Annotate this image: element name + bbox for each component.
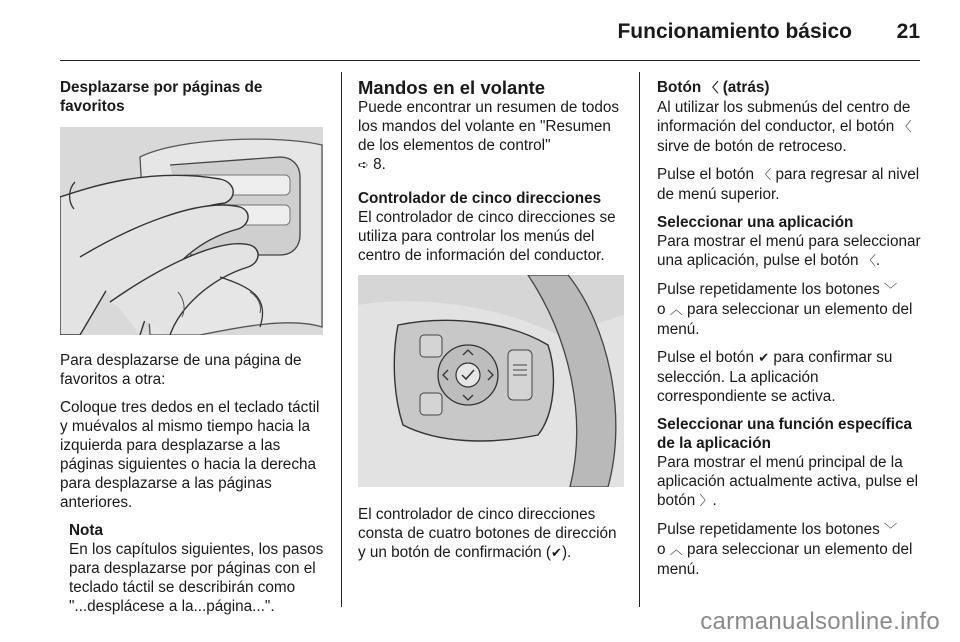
steering-controls-heading: Mandos en el volante (358, 77, 546, 98)
left-column (60, 74, 326, 616)
steering-wheel-controls-image (358, 275, 624, 487)
right-arrow-icon: 〉 (699, 494, 713, 509)
down-arrow-icon: ﹀ (884, 283, 898, 298)
back-para-1: Al utilizar los submenús del centro de información del conductor, el botón 〈 sirve de botón de retroceso. (657, 99, 912, 155)
favorites-heading: Desplazarse por páginas de favoritos (60, 79, 263, 115)
page-number: 21 (896, 20, 920, 43)
five-way-para-1: El controlador de cinco direcciones se utiliza para controlar los menús del centro de información del conductor. (358, 209, 616, 264)
page-ref-icon: ➪ (358, 158, 369, 173)
back-para-2: Pulse el botón 〈 para regresar al nivel de menú superior. (657, 166, 920, 203)
five-way-para-2: El controlador de cinco direcciones consta de cuatro botones de dirección y un botón de confirmación (✔). (358, 506, 617, 561)
note-text: En los capítulos siguientes, los pasos para desplazarse por páginas con el teclado táctil se describirán como "...desplácese a la...página...". (69, 541, 324, 615)
up-arrow-icon: ︿ (669, 543, 683, 558)
select-function-heading: Seleccionar una función específica de la aplicación (657, 416, 913, 452)
app-para-2: Pulse repetidamente los botones ﹀ o ︿ para seleccionar un elemento del menú. (657, 281, 913, 338)
left-arrow-icon: 〈 (898, 120, 912, 135)
hand-on-touchpad-image (60, 127, 323, 335)
touchpad-illustration (60, 127, 323, 335)
middle-column (358, 78, 624, 572)
right-column (657, 78, 922, 588)
select-app-heading: Seleccionar una aplicación (657, 214, 854, 231)
app-para-3: Pulse el botón ✔ para confirmar su selección. La aplicación correspondiente se activa. (657, 349, 893, 405)
favorites-para-2: Coloque tres dedos en el teclado táctil y muévalos al mismo tiempo hacia la izquierda para desplazarse a las páginas siguientes o hacia la derecha para desplazarse a las páginas anteriores. (60, 399, 320, 511)
left-arrow-icon: 〈 (862, 254, 876, 269)
page-title: Funcionamiento básico (617, 20, 852, 43)
back-button-heading: Botón 〈 (atrás) (657, 79, 770, 96)
func-para-2: Pulse repetidamente los botones ﹀ o ︿ para seleccionar un elemento del menú. (657, 521, 913, 578)
func-para-1: Para mostrar el menú principal de la aplicación actualmente activa, pulse el botón 〉. (657, 454, 919, 509)
check-icon: ✔ (758, 351, 770, 366)
left-arrow-icon: 〈 (705, 81, 719, 96)
down-arrow-icon: ﹀ (884, 523, 898, 538)
steering-wheel-illustration (358, 275, 624, 487)
app-para-1: Para mostrar el menú para seleccionar una aplicación, pulse el botón 〈. (657, 233, 921, 269)
steering-intro: Puede encontrar un resumen de todos los mandos del volante en "Resumen de los elementos de control" ➪ 8. (358, 99, 620, 173)
note-box (69, 521, 326, 616)
column-divider-2 (639, 72, 640, 607)
note-title: Nota (69, 522, 103, 539)
left-arrow-icon: 〈 (758, 168, 772, 183)
watermark: carmanualsonline.info (700, 608, 940, 635)
favorites-para-1: Para desplazarse de una página de favoritos a otra: (60, 352, 302, 388)
up-arrow-icon: ︿ (669, 303, 683, 318)
page-header (60, 18, 920, 54)
column-divider-1 (341, 72, 342, 607)
five-way-heading: Controlador de cinco direcciones (358, 190, 602, 207)
check-icon: ✔ (551, 546, 562, 561)
header-rule (60, 60, 920, 61)
